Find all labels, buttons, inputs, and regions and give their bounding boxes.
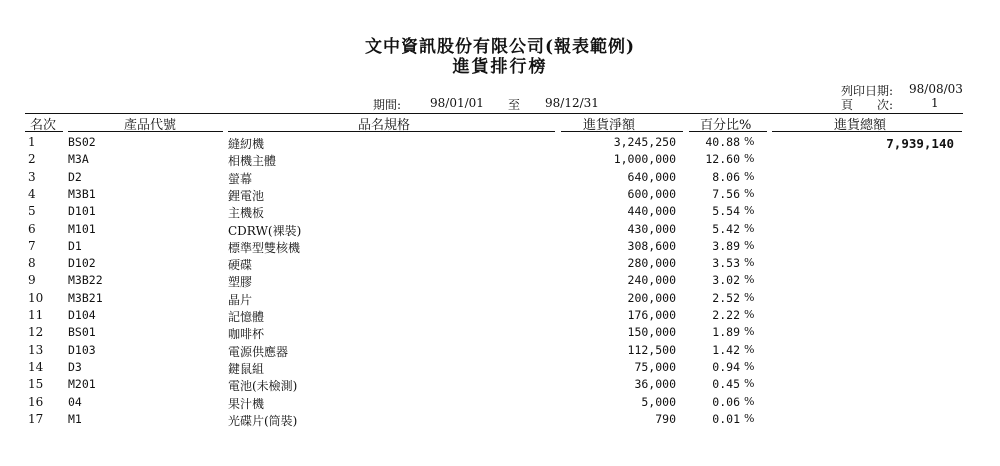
rule-total: [772, 131, 962, 132]
percent-sign: %: [744, 238, 755, 252]
product-name-cell: 果汁機: [228, 396, 265, 411]
table-row: [0, 360, 1000, 377]
product-code-cell: D102: [68, 256, 96, 271]
rank-cell: 4: [28, 186, 36, 201]
product-code-cell: M1: [68, 411, 82, 426]
percent-cell: 40.88: [705, 135, 740, 149]
net-amount-cell: 200,000: [627, 290, 676, 305]
product-code-cell: D1: [68, 238, 82, 253]
product-name-cell: 相機主體: [228, 154, 277, 169]
rank-cell: 16: [28, 394, 44, 409]
product-name-cell: 電池(未檢測): [228, 379, 298, 394]
product-code-cell: M101: [68, 221, 96, 236]
percent-cell: 1.42: [712, 342, 740, 357]
rule-code: [68, 131, 223, 132]
net-amount-cell: 3,245,250: [613, 135, 676, 149]
rank-cell: 2: [28, 152, 36, 167]
table-row: [0, 325, 1000, 342]
col-header-rank: 名次: [30, 118, 57, 133]
percent-cell: 5.54: [712, 204, 740, 219]
period-to: 98/12/31: [545, 96, 599, 110]
product-code-cell: D103: [68, 342, 96, 357]
percent-cell: 3.53: [712, 256, 740, 271]
col-header-name: 品名規格: [358, 118, 411, 133]
percent-cell: 5.42: [712, 221, 740, 236]
percent-cell: 0.94: [712, 359, 740, 374]
product-code-cell: D104: [68, 308, 96, 322]
rank-cell: 6: [28, 221, 36, 236]
total-amount: 7,939,140: [886, 136, 954, 151]
percent-sign: %: [744, 204, 755, 218]
rule-percent: [689, 131, 767, 132]
net-amount-cell: 176,000: [627, 308, 676, 322]
percent-sign: %: [744, 325, 755, 339]
table-row: [0, 239, 1000, 256]
table-row: [0, 343, 1000, 360]
product-code-cell: D2: [68, 169, 82, 184]
table-row: [0, 377, 1000, 394]
product-name-cell: 塑膠: [228, 275, 253, 290]
percent-sign: %: [744, 411, 755, 425]
percent-cell: 2.52: [712, 290, 740, 305]
net-amount-cell: 640,000: [627, 169, 676, 184]
product-name-cell: 晶片: [228, 292, 253, 307]
net-amount-cell: 36,000: [634, 377, 676, 392]
percent-sign: %: [744, 394, 755, 408]
product-name-cell: 螢幕: [228, 171, 253, 186]
product-code-cell: D3: [68, 359, 82, 374]
percent-sign: %: [744, 256, 755, 270]
net-amount-cell: 430,000: [627, 221, 676, 236]
net-amount-cell: 1,000,000: [613, 152, 676, 167]
rank-cell: 5: [28, 204, 36, 219]
col-header-percent: 百分比%: [700, 118, 752, 133]
page-number: 1: [931, 96, 939, 110]
net-amount-cell: 240,000: [627, 273, 676, 288]
product-name-cell: 鋰電池: [228, 188, 265, 203]
percent-cell: 3.02: [712, 273, 740, 288]
rule-amount: [561, 131, 683, 132]
col-header-total: 進貨總額: [834, 118, 887, 133]
table-row: [0, 135, 1000, 152]
net-amount-cell: 600,000: [627, 186, 676, 201]
rank-cell: 15: [28, 377, 44, 392]
product-name-cell: 記憶體: [228, 310, 265, 324]
product-code-cell: M3B21: [68, 290, 103, 305]
table-row: [0, 412, 1000, 429]
net-amount-cell: 440,000: [627, 204, 676, 219]
percent-sign: %: [744, 221, 755, 235]
table-row: [0, 187, 1000, 204]
product-code-cell: 04: [68, 394, 82, 409]
rank-cell: 3: [28, 169, 36, 184]
percent-sign: %: [744, 169, 755, 183]
rank-cell: 1: [28, 135, 36, 149]
col-header-code: 產品代號: [124, 118, 177, 133]
rule-rank: [25, 131, 63, 132]
rank-cell: 7: [28, 238, 36, 253]
rank-cell: 14: [28, 359, 44, 374]
percent-sign: %: [744, 342, 755, 356]
product-code-cell: D101: [68, 204, 96, 219]
product-name-cell: 電源供應器: [228, 344, 289, 359]
percent-cell: 2.22: [712, 308, 740, 322]
table-row: [0, 273, 1000, 290]
percent-cell: 7.56: [712, 186, 740, 201]
table-row: [0, 291, 1000, 308]
print-date: 98/08/03: [909, 82, 963, 96]
rule-name: [228, 131, 555, 132]
rank-cell: 10: [28, 290, 44, 305]
percent-cell: 0.45: [712, 377, 740, 392]
rank-cell: 11: [28, 308, 44, 322]
period-from: 98/01/01: [430, 96, 484, 110]
product-name-cell: 主機板: [228, 206, 265, 221]
net-amount-cell: 150,000: [627, 325, 676, 340]
net-amount-cell: 75,000: [634, 359, 676, 374]
net-amount-cell: 112,500: [627, 342, 676, 357]
percent-sign: %: [744, 152, 755, 166]
percent-cell: 3.89: [712, 238, 740, 253]
net-amount-cell: 308,600: [627, 238, 676, 253]
percent-cell: 0.01: [712, 411, 740, 426]
rank-cell: 12: [28, 325, 44, 340]
print-date-label: 列印日期:: [841, 84, 894, 98]
percent-sign: %: [744, 377, 755, 391]
percent-cell: 1.89: [712, 325, 740, 340]
product-code-cell: BS02: [68, 135, 96, 149]
percent-cell: 8.06: [712, 169, 740, 184]
report-title: 進貨排行榜: [452, 57, 548, 77]
percent-sign: %: [744, 290, 755, 304]
rank-cell: 8: [28, 256, 36, 271]
table-row: [0, 170, 1000, 187]
rank-cell: 17: [28, 411, 44, 426]
net-amount-cell: 5,000: [641, 394, 676, 409]
rank-cell: 9: [28, 273, 36, 288]
period-to-label: 至: [508, 98, 521, 112]
net-amount-cell: 280,000: [627, 256, 676, 271]
page-label: 頁 次:: [841, 98, 894, 112]
col-header-amount: 進貨淨額: [583, 118, 636, 133]
rank-cell: 13: [28, 342, 44, 357]
product-code-cell: M201: [68, 377, 96, 392]
percent-sign: %: [744, 186, 755, 200]
product-name-cell: 標準型雙核機: [228, 240, 301, 255]
table-row: [0, 204, 1000, 221]
percent-cell: 12.60: [705, 152, 740, 167]
percent-cell: 0.06: [712, 394, 740, 409]
table-row: [0, 308, 1000, 325]
table-row: [0, 256, 1000, 273]
product-code-cell: M3B22: [68, 273, 103, 288]
table-row: [0, 152, 1000, 169]
product-name-cell: 光碟片(筒裝): [228, 413, 298, 428]
percent-sign: %: [744, 308, 755, 321]
net-amount-cell: 790: [655, 411, 676, 426]
product-code-cell: BS01: [68, 325, 96, 340]
product-name-cell: 鍵鼠組: [228, 361, 265, 376]
table-row: [0, 395, 1000, 412]
product-name-cell: 咖啡杯: [228, 327, 265, 342]
product-code-cell: M3B1: [68, 186, 96, 201]
percent-sign: %: [744, 135, 755, 148]
product-code-cell: M3A: [68, 152, 89, 167]
percent-sign: %: [744, 359, 755, 373]
period-label: 期間:: [373, 98, 402, 112]
product-name-cell: 縫紉機: [228, 137, 265, 151]
product-name-cell: CDRW(裸裝): [228, 223, 302, 238]
company-title: 文中資訊股份有限公司(報表範例): [364, 37, 636, 57]
product-name-cell: 硬碟: [228, 258, 253, 273]
table-row: [0, 222, 1000, 239]
percent-sign: %: [744, 273, 755, 287]
